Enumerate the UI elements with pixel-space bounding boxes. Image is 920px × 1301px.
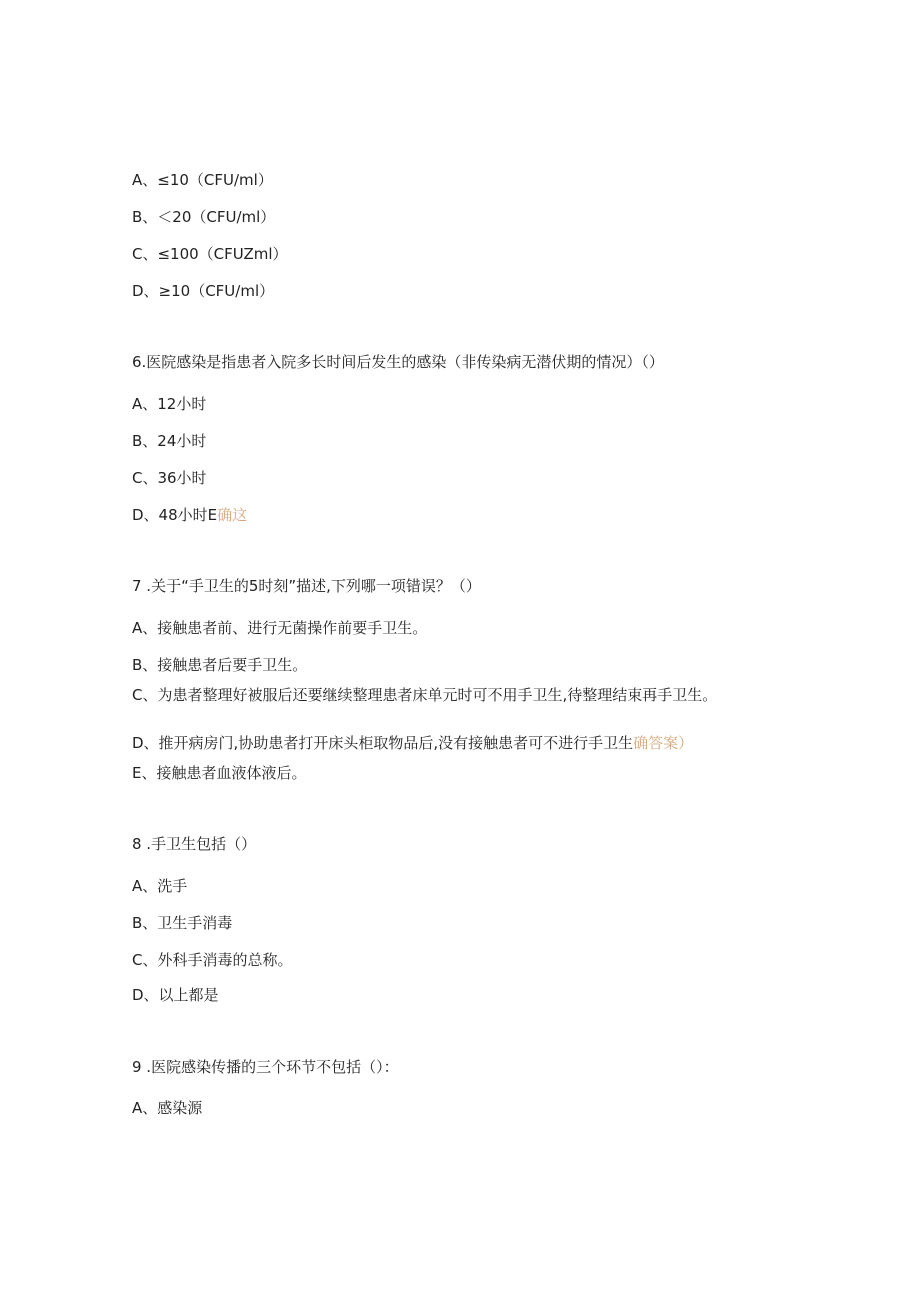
q7-question: 7 .关于“手卫生的5时刻”描述,下列哪一项错误？（）: [132, 577, 481, 595]
q7-option-d: [132, 732, 693, 754]
q6-answer-mark: 确这: [217, 506, 248, 524]
q8-option-c: C、外科手消毒的总称。: [132, 951, 293, 969]
q7-option-c: C、为患者整理好被服后还要继续整理患者床单元时可不用手卫生,待整理结束再手卫生。: [132, 686, 718, 704]
q6-question: 6.医院感染是指患者入院多长时间后发生的感染（非传染病无潜伏期的情况）（）: [132, 353, 664, 371]
q5-option-d: D、≥10（CFU∕ml）: [132, 282, 275, 300]
q5-option-c: C、≤100（CFUZml）: [132, 245, 288, 263]
q6-option-b: B、24小时: [132, 432, 207, 450]
q8-option-a: A、洗手: [132, 877, 188, 895]
q5-option-a: A、≤10（CFU∕ml）: [132, 171, 273, 189]
q9-option-a: A、感染源: [132, 1099, 203, 1117]
q7-option-e: E、接触患者血液体液后。: [132, 764, 307, 782]
q8-question: 8 .手卫生包括（）: [132, 835, 257, 853]
q7-answer-mark: 确答案）: [633, 734, 694, 752]
q6-option-c: C、36小时: [132, 469, 207, 487]
q7-option-b: B、接触患者后要手卫生。: [132, 656, 308, 674]
q6-option-a: A、12小时: [132, 395, 207, 413]
q9-question: 9 .医院感染传播的三个环节不包括（）：: [132, 1058, 399, 1076]
q7-option-d-text: D、推开病房门,协助患者打开床头柜取物品后,没有接触患者可不进行手卫生: [132, 734, 634, 752]
q5-option-b: B、＜20（CFU∕ml）: [132, 208, 276, 226]
q6-option-d-text: D、48小时E: [132, 506, 218, 524]
q7-option-a: A、接触患者前、进行无菌操作前要手卫生。: [132, 619, 428, 637]
q8-option-d: D、以上都是: [132, 986, 219, 1004]
q6-option-d: [132, 504, 247, 526]
q8-option-b: B、卫生手消毒: [132, 914, 233, 932]
